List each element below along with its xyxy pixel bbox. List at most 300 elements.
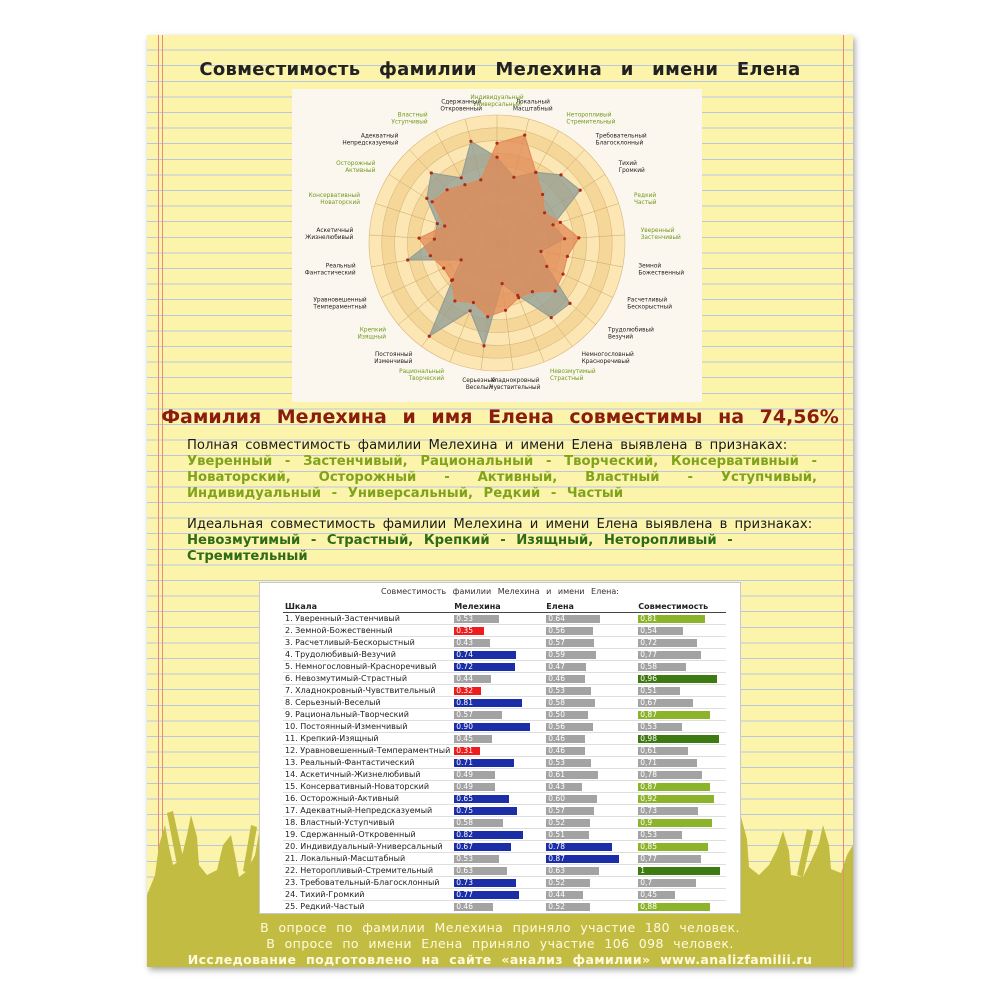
compat-cell (636, 745, 726, 757)
firstname-value: 0.61 (548, 769, 565, 779)
firstname-value: 0.57 (548, 805, 565, 815)
radar-point (554, 290, 557, 293)
table-row (283, 877, 726, 889)
surname-bar (454, 867, 542, 875)
firstname-cell (544, 829, 636, 841)
compat-fill (638, 867, 720, 875)
footer-site-credit: Исследование подготовлено на сайте «анализ фамилии» www.analizfamilii.ru (187, 952, 813, 967)
compat-cell (636, 769, 726, 781)
firstname-bar (546, 759, 634, 767)
surname-bar (454, 687, 542, 695)
radar-point (443, 224, 446, 227)
compat-bar (638, 675, 724, 683)
firstname-value: 0.60 (548, 793, 565, 803)
compat-value: 0,88 (640, 901, 657, 911)
firstname-value: 0.43 (548, 781, 565, 791)
table-row (283, 817, 726, 829)
surname-bar (454, 759, 542, 767)
firstname-cell (544, 817, 636, 829)
firstname-cell (544, 733, 636, 745)
table-row (283, 673, 726, 685)
surname-value: 0.32 (456, 685, 473, 695)
compat-value: 0,71 (640, 757, 657, 767)
firstname-value: 0.46 (548, 733, 565, 743)
firstname-bar (546, 903, 634, 911)
radar-point (460, 258, 463, 261)
row-scale-label: 13. Реальный-Фантастический (283, 757, 452, 769)
compat-bar (638, 795, 724, 803)
surname-bar (454, 807, 542, 815)
col-header-scale: Шкала (283, 601, 452, 613)
firstname-value: 0.52 (548, 817, 565, 827)
firstname-cell (544, 853, 636, 865)
row-scale-label: 8. Серьезный-Веселый (283, 697, 452, 709)
surname-value: 0.81 (456, 697, 473, 707)
radar-point (460, 176, 463, 179)
radar-point (559, 221, 562, 224)
firstname-value: 0.57 (548, 637, 565, 647)
table-row (283, 769, 726, 781)
firstname-cell (544, 781, 636, 793)
firstname-bar (546, 783, 634, 791)
surname-value: 0.63 (456, 865, 473, 875)
radar-axis-label: Земной Божественный (638, 263, 685, 277)
table-row (283, 745, 726, 757)
compat-value: 0,78 (640, 769, 657, 779)
radar-point (431, 200, 434, 203)
radar-chart-panel (292, 89, 702, 402)
row-scale-label: 25. Редкий-Частый (283, 901, 452, 913)
compat-cell (636, 613, 726, 625)
firstname-bar (546, 687, 634, 695)
firstname-value: 0.64 (548, 613, 565, 623)
radar-point (563, 237, 566, 240)
table-row (283, 625, 726, 637)
compat-cell (636, 805, 726, 817)
radar-point (550, 316, 553, 319)
surname-bar (454, 651, 542, 659)
compat-bar (638, 819, 724, 827)
compat-cell (636, 733, 726, 745)
compat-cell (636, 649, 726, 661)
firstname-value: 0.59 (548, 649, 565, 659)
compat-cell (636, 853, 726, 865)
surname-bar (454, 819, 542, 827)
radar-point (541, 193, 544, 196)
table-row (283, 901, 726, 913)
row-scale-label: 5. Немногословный-Красноречивый (283, 661, 452, 673)
row-scale-label: 24. Тихий-Громкий (283, 889, 452, 901)
compatibility-table (283, 601, 726, 912)
compat-cell (636, 829, 726, 841)
surname-value: 0.35 (456, 625, 473, 635)
firstname-bar (546, 771, 634, 779)
compat-bar (638, 651, 724, 659)
firstname-cell (544, 697, 636, 709)
radar-axis-label: Невозмутимый Страстный (550, 369, 596, 382)
surname-cell (452, 745, 544, 757)
table-row (283, 709, 726, 721)
firstname-cell (544, 793, 636, 805)
radar-point (543, 211, 546, 214)
compat-bar (638, 723, 724, 731)
firstname-value: 0.52 (548, 901, 565, 911)
surname-bar (454, 795, 542, 803)
radar-point (472, 301, 475, 304)
table-title: Совместимость фамилии Мелехина и имени Елена: (381, 587, 619, 596)
firstname-bar (546, 711, 634, 719)
surname-value: 0.82 (456, 829, 473, 839)
compat-value: 0,54 (640, 625, 657, 635)
firstname-value: 0.56 (548, 625, 565, 635)
surname-bar (454, 627, 542, 635)
compat-bar (638, 879, 724, 887)
radar-point (486, 315, 489, 318)
surname-cell (452, 661, 544, 673)
table-row (283, 685, 726, 697)
radar-point (428, 335, 431, 338)
firstname-cell (544, 805, 636, 817)
surname-value: 0.49 (456, 769, 473, 779)
radar-axis-label: Аскетичный Жизнелюбивый (305, 228, 354, 242)
firstname-cell (544, 625, 636, 637)
compat-cell (636, 697, 726, 709)
radar-axis-label: Сдержанный Откровенный (440, 99, 482, 113)
firstname-bar (546, 699, 634, 707)
surname-bar (454, 723, 542, 731)
compat-cell (636, 793, 726, 805)
compat-bar (638, 699, 724, 707)
compat-value: 0,77 (640, 649, 657, 659)
surname-value: 0.45 (456, 733, 473, 743)
radar-point (406, 258, 409, 261)
compat-cell (636, 901, 726, 913)
compat-bar (638, 783, 724, 791)
compat-cell (636, 841, 726, 853)
surname-bar (454, 675, 542, 683)
table-row (283, 853, 726, 865)
compat-bar (638, 639, 724, 647)
radar-axis-label: Властный Уступчивый (391, 112, 428, 126)
surname-cell (452, 625, 544, 637)
compat-value: 0,45 (640, 889, 657, 899)
surname-value: 0.77 (456, 889, 473, 899)
row-scale-label: 4. Трудолюбивый-Везучий (283, 649, 452, 661)
row-scale-label: 12. Уравновешенный-Темпераментный (285, 746, 451, 755)
row-scale-label: 10. Постоянный-Изменчивый (283, 721, 452, 733)
footer-name-survey: В опросе по имени Елена приняло участие 106 098 человек. (266, 936, 734, 951)
surname-value: 0.65 (456, 793, 473, 803)
radar-point (501, 282, 504, 285)
radar-axis-label: Неторопливый Стремительный (566, 112, 616, 126)
surname-bar (454, 771, 542, 779)
surname-cell (452, 841, 544, 853)
table-row (283, 661, 726, 673)
firstname-cell (544, 745, 636, 757)
firstname-bar (546, 639, 634, 647)
firstname-cell (544, 757, 636, 769)
surname-cell (452, 649, 544, 661)
radar-point (517, 296, 520, 299)
firstname-bar (546, 663, 634, 671)
table-row (283, 721, 726, 733)
notebook-sheet (147, 35, 853, 967)
table-row (283, 697, 726, 709)
radar-point (551, 223, 554, 226)
firstname-value: 0.44 (548, 889, 565, 899)
surname-bar (454, 615, 542, 623)
radar-point (469, 309, 472, 312)
firstname-bar (546, 819, 634, 827)
surname-bar (454, 831, 542, 839)
row-scale-label: 23. Требовательный-Благосклонный (283, 877, 452, 889)
compat-bar (638, 807, 724, 815)
radar-point (495, 156, 498, 159)
radar-point (512, 176, 515, 179)
firstname-value: 0.51 (548, 829, 565, 839)
surname-value: 0.53 (456, 613, 473, 623)
page-title: Совместимость фамилии Мелехина и имени Елена (199, 59, 801, 80)
compat-value: 0,61 (640, 745, 657, 755)
surname-value: 0.73 (456, 877, 473, 887)
firstname-bar (546, 651, 634, 659)
surname-value: 0.72 (456, 661, 473, 671)
table-header-row (283, 601, 726, 613)
radar-point (442, 267, 445, 270)
radar-axis-label: Реальный Фантастический (304, 263, 356, 277)
compat-cell (636, 865, 726, 877)
table-row (283, 757, 726, 769)
compat-value: 1 (640, 865, 646, 875)
firstname-value: 0.87 (548, 853, 565, 863)
radar-axis-label: Тихий Громкий (618, 160, 645, 174)
surname-cell (452, 637, 544, 649)
compat-cell (636, 637, 726, 649)
firstname-bar (546, 723, 634, 731)
compat-bar (638, 615, 724, 623)
radar-axis-label: Адекватный Непредсказуемый (342, 133, 399, 147)
row-scale-label: 14. Аскетичный-Жизнелюбивый (283, 769, 452, 781)
surname-cell (452, 781, 544, 793)
compat-cell (636, 661, 726, 673)
radar-point (425, 197, 428, 200)
radar-point (531, 290, 534, 293)
table-row (283, 889, 726, 901)
surname-value: 0.49 (456, 781, 473, 791)
table-body (283, 613, 726, 913)
radar-axis-label: Уравновешенный Темпераментный (313, 297, 367, 311)
surname-value: 0.90 (456, 721, 473, 731)
surname-cell (452, 697, 544, 709)
surname-value: 0.74 (456, 649, 473, 659)
row-scale-label: 15. Консервативный-Новаторский (283, 781, 452, 793)
surname-value: 0.31 (456, 745, 473, 755)
radar-axis-label: Уверенный Застенчивый (640, 228, 681, 242)
firstname-value: 0.63 (548, 865, 565, 875)
compat-value: 0,53 (640, 721, 657, 731)
radar-point (469, 140, 472, 143)
surname-cell (452, 817, 544, 829)
firstname-value: 0.52 (548, 877, 565, 887)
firstname-cell (544, 841, 636, 853)
firstname-value: 0.46 (548, 673, 565, 683)
compat-value: 0,73 (640, 805, 657, 815)
surname-bar (454, 663, 542, 671)
radar-point (504, 309, 507, 312)
compat-bar (638, 747, 724, 755)
radar-point (559, 173, 562, 176)
compat-cell (636, 673, 726, 685)
firstname-bar (546, 615, 634, 623)
firstname-bar (546, 831, 634, 839)
row-scale-label: 11. Крепкий-Изящный (283, 733, 452, 745)
ideal-compat-paragraph (187, 517, 817, 565)
compat-cell (636, 877, 726, 889)
surname-cell (452, 721, 544, 733)
radar-point (523, 134, 526, 137)
compat-value: 0,72 (640, 637, 657, 647)
compat-value: 0,96 (640, 673, 657, 683)
compat-cell (636, 709, 726, 721)
surname-cell (452, 733, 544, 745)
surname-value: 0.43 (456, 637, 473, 647)
surname-bar (454, 735, 542, 743)
radar-axis-label: Рациональный Творческий (399, 369, 444, 382)
surname-bar (454, 903, 542, 911)
row-scale-label: 19. Сдержанный-Откровенный (283, 829, 452, 841)
radar-axis-label: Осторожный Активный (336, 160, 376, 174)
radar-point (433, 238, 436, 241)
row-scale-label: 7. Хладнокровный-Чувствительный (283, 685, 452, 697)
firstname-cell (544, 685, 636, 697)
surname-cell (452, 877, 544, 889)
firstname-cell (544, 865, 636, 877)
compat-value: 0,98 (640, 733, 657, 743)
radar-axis-label: Крепкий Изящный (357, 327, 386, 341)
compat-bar (638, 711, 724, 719)
compat-value: 0,9 (640, 817, 653, 827)
compatibility-table-panel (259, 582, 741, 914)
radar-point (577, 236, 580, 239)
col-header-name: Елена (544, 601, 636, 613)
radar-point (568, 302, 571, 305)
radar-point (579, 189, 582, 192)
compat-value: 0,58 (640, 661, 657, 671)
surname-cell (452, 673, 544, 685)
surname-cell (452, 853, 544, 865)
radar-point (453, 299, 456, 302)
compat-cell (636, 817, 726, 829)
table-row (283, 781, 726, 793)
row-scale-label: 16. Осторожный-Активный (283, 793, 452, 805)
radar-axis-label: Хладнокровный Чувствительный (489, 377, 541, 391)
radar-point (436, 222, 439, 225)
radar-point (482, 344, 485, 347)
row-scale-label: 6. Невозмутимый-Страстный (283, 673, 452, 685)
surname-bar (454, 711, 542, 719)
surname-bar (454, 699, 542, 707)
firstname-cell (544, 877, 636, 889)
row-scale-label: 9. Рациональный-Творческий (283, 709, 452, 721)
radar-axis-label: Локальный Масштабный (512, 99, 553, 113)
radar-point (450, 279, 453, 282)
surname-value: 0.53 (456, 853, 473, 863)
firstname-bar (546, 855, 634, 863)
compat-bar (638, 627, 724, 635)
surname-value: 0.46 (456, 901, 473, 911)
compat-cell (636, 781, 726, 793)
firstname-value: 0.53 (548, 685, 565, 695)
surname-value: 0.58 (456, 817, 473, 827)
radar-axis-label: Постоянный Изменчивый (374, 351, 413, 365)
radar-point (566, 255, 569, 258)
col-header-compat: Совместимость (636, 601, 726, 613)
compat-cell (636, 625, 726, 637)
firstname-bar (546, 843, 634, 851)
row-scale-label: 18. Властный-Уступчивый (283, 817, 452, 829)
compat-cell (636, 757, 726, 769)
surname-cell (452, 889, 544, 901)
firstname-bar (546, 891, 634, 899)
surname-cell (452, 793, 544, 805)
surname-cell (452, 685, 544, 697)
firstname-value: 0.53 (548, 757, 565, 767)
radar-point (479, 178, 482, 181)
radar-point (446, 188, 449, 191)
surname-cell (452, 865, 544, 877)
firstname-bar (546, 747, 634, 755)
surname-bar (454, 639, 542, 647)
surname-value: 0.71 (456, 757, 473, 767)
surname-cell (452, 709, 544, 721)
radar-axis-label: Расчетливый Бескорыстный (627, 297, 673, 311)
compat-value: 0,77 (640, 853, 657, 863)
compat-bar (638, 771, 724, 779)
firstname-cell (544, 721, 636, 733)
radar-axis-label: Требовательный Благосклонный (595, 133, 647, 147)
surname-cell (452, 613, 544, 625)
radar-point (561, 273, 564, 276)
firstname-cell (544, 637, 636, 649)
radar-chart (292, 89, 702, 402)
compat-value: 0,51 (640, 685, 657, 695)
firstname-bar (546, 879, 634, 887)
radar-point (430, 171, 433, 174)
compat-bar (638, 759, 724, 767)
surname-value: 0.75 (456, 805, 473, 815)
compat-bar (638, 735, 724, 743)
table-row (283, 841, 726, 853)
surname-bar (454, 891, 542, 899)
surname-bar (454, 855, 542, 863)
firstname-value: 0.58 (548, 697, 565, 707)
radar-point (539, 250, 542, 253)
surname-bar (454, 783, 542, 791)
table-row (283, 793, 726, 805)
surname-cell (452, 901, 544, 913)
surname-cell (452, 805, 544, 817)
radar-axis-label: Серьезный Веселый (462, 377, 496, 391)
compat-value: 0,92 (640, 793, 657, 803)
firstname-bar (546, 735, 634, 743)
row-scale-label: 2. Земной-Божественный (283, 625, 452, 637)
surname-bar (454, 879, 542, 887)
compat-bar (638, 903, 724, 911)
table-row (283, 649, 726, 661)
row-scale-label: 1. Уверенный-Застенчивый (283, 613, 452, 625)
surname-cell (452, 769, 544, 781)
compat-value: 0,85 (640, 841, 657, 851)
